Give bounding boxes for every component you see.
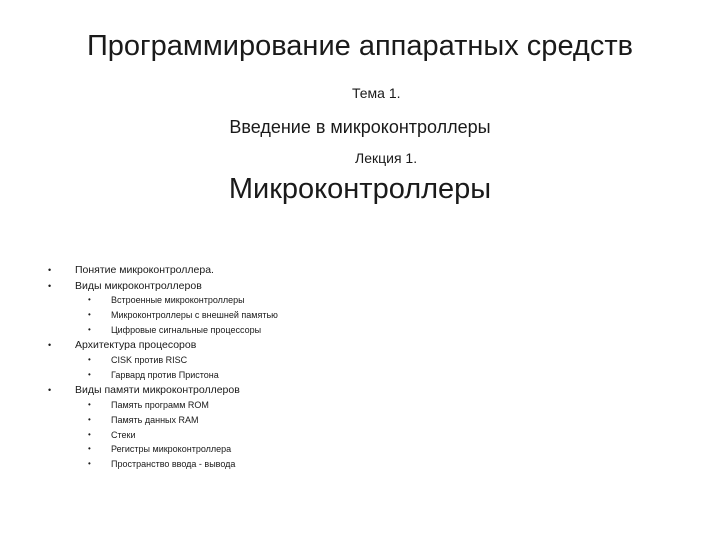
outline-item <box>48 383 688 398</box>
outline-subitem <box>48 413 688 428</box>
bullet-icon: • <box>88 459 91 469</box>
outline-item-text: Микроконтроллеры с внешней памятью <box>111 309 278 320</box>
outline-subitem <box>48 442 688 457</box>
outline-item-text: Цифровые сигнальные процессоры <box>111 324 262 335</box>
outline-item <box>48 338 688 353</box>
topic-label: Тема 1. <box>352 85 401 101</box>
bullet-icon: • <box>88 399 91 409</box>
outline-subitem <box>48 308 688 323</box>
outline-item-text: Регистры микроконтроллера <box>111 444 232 455</box>
bullet-icon: • <box>88 444 91 454</box>
outline-subitem <box>48 323 688 338</box>
outline-subitem <box>48 428 688 443</box>
bullet-icon: • <box>88 309 91 319</box>
bullet-icon: • <box>88 369 91 379</box>
outline-item-text: Память программ ROM <box>111 399 209 410</box>
bullet-icon: • <box>48 340 52 351</box>
slide-title: Программирование аппаратных средств <box>86 30 634 62</box>
outline-subitem <box>48 353 688 368</box>
lecture-label: Лекция 1. <box>355 150 418 166</box>
bullet-icon: • <box>88 429 91 439</box>
outline-item-text: Виды микроконтроллеров <box>75 279 202 292</box>
bullet-icon: • <box>88 354 91 364</box>
bullet-icon: • <box>88 414 91 424</box>
outline-subitem <box>48 457 688 472</box>
bullet-icon: • <box>88 295 91 304</box>
outline-item-text: Память данных RAM <box>111 414 199 425</box>
outline-subitem <box>48 398 688 413</box>
bullet-icon: • <box>48 265 52 275</box>
outline-item-text: Пространство ввода - вывода <box>111 459 236 470</box>
outline-item <box>48 279 688 294</box>
outline-item-text: Архитектура процесоров <box>75 339 197 352</box>
outline-item <box>48 263 688 278</box>
outline-item-text: Стеки <box>111 429 136 440</box>
outline-item-text: Встроенные микроконтроллеры <box>111 295 245 305</box>
bullet-icon: • <box>88 324 91 334</box>
outline-item-text: CISK против RISC <box>111 354 188 365</box>
outline-subitem <box>48 368 688 383</box>
lecture-outline <box>48 262 688 472</box>
bullet-icon: • <box>48 280 52 291</box>
lecture-name: Микроконтроллеры <box>228 173 492 205</box>
outline-item-text: Гарвард против Пристона <box>111 369 219 380</box>
topic-name: Введение в микроконтроллеры <box>229 117 491 137</box>
outline-item-text: Виды памяти микроконтроллеров <box>75 384 240 397</box>
outline-subitem <box>48 293 688 308</box>
outline-item-text: Понятие микроконтроллера. <box>75 264 214 276</box>
bullet-icon: • <box>48 385 52 396</box>
